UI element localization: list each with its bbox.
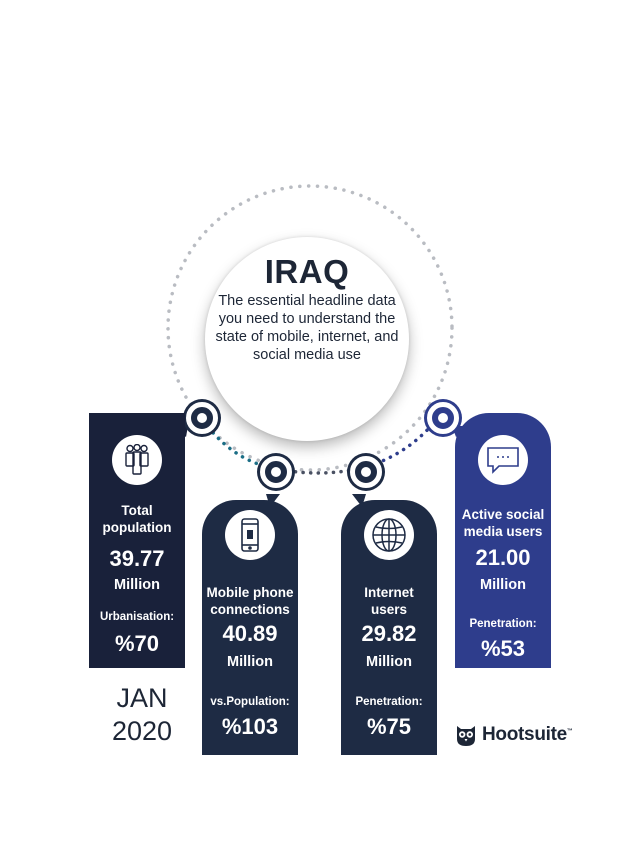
report-date [102,682,182,748]
card-value: 40.89 [222,621,278,646]
card-label: Active social media users [461,507,545,539]
card-sub-label: Urbanisation: [99,611,175,623]
people-icon [112,435,162,485]
card-sub-label: vs.Population: [210,696,290,708]
card-label: Internet users [364,585,414,617]
card-sub-label: Penetration: [355,696,423,708]
globe-icon [364,510,414,560]
card-sub-label: Penetration: [469,618,537,630]
hootsuite-brand [455,720,573,750]
node-population [186,402,218,434]
node-internet [350,456,382,488]
card-total-population [89,413,185,668]
card-unit: Million [114,577,160,593]
card-sub-value: %75 [366,714,412,739]
brand-name: Hootsuite™ [482,724,573,745]
card-sub-value: %70 [114,631,160,656]
card-internet-users [341,500,437,755]
country-title: IRAQ [264,253,350,290]
mobile-phone-icon [225,510,275,560]
owl-logo-icon [455,723,477,747]
card-sub-value: %103 [221,714,279,739]
card-value: 29.82 [361,621,417,646]
card-label: Total population [102,503,172,535]
card-sub-value: %53 [480,636,526,661]
chat-bubble-icon [478,435,528,485]
date-year: 2020 [111,716,173,746]
card-unit: Million [480,577,526,593]
node-social [427,402,459,434]
card-unit: Million [366,654,412,670]
card-mobile-connections [202,500,298,755]
node-mobile [260,456,292,488]
subtitle: The essential headline data you need to understand the state of mobile, internet, and social media use [215,293,399,363]
card-unit: Million [227,654,273,670]
card-label: Mobile phone connections [206,585,294,617]
title-circle [205,237,409,441]
card-social-media-users [455,413,551,668]
card-value: 39.77 [109,546,165,571]
date-month: JAN [116,683,168,713]
card-value: 21.00 [475,545,531,570]
